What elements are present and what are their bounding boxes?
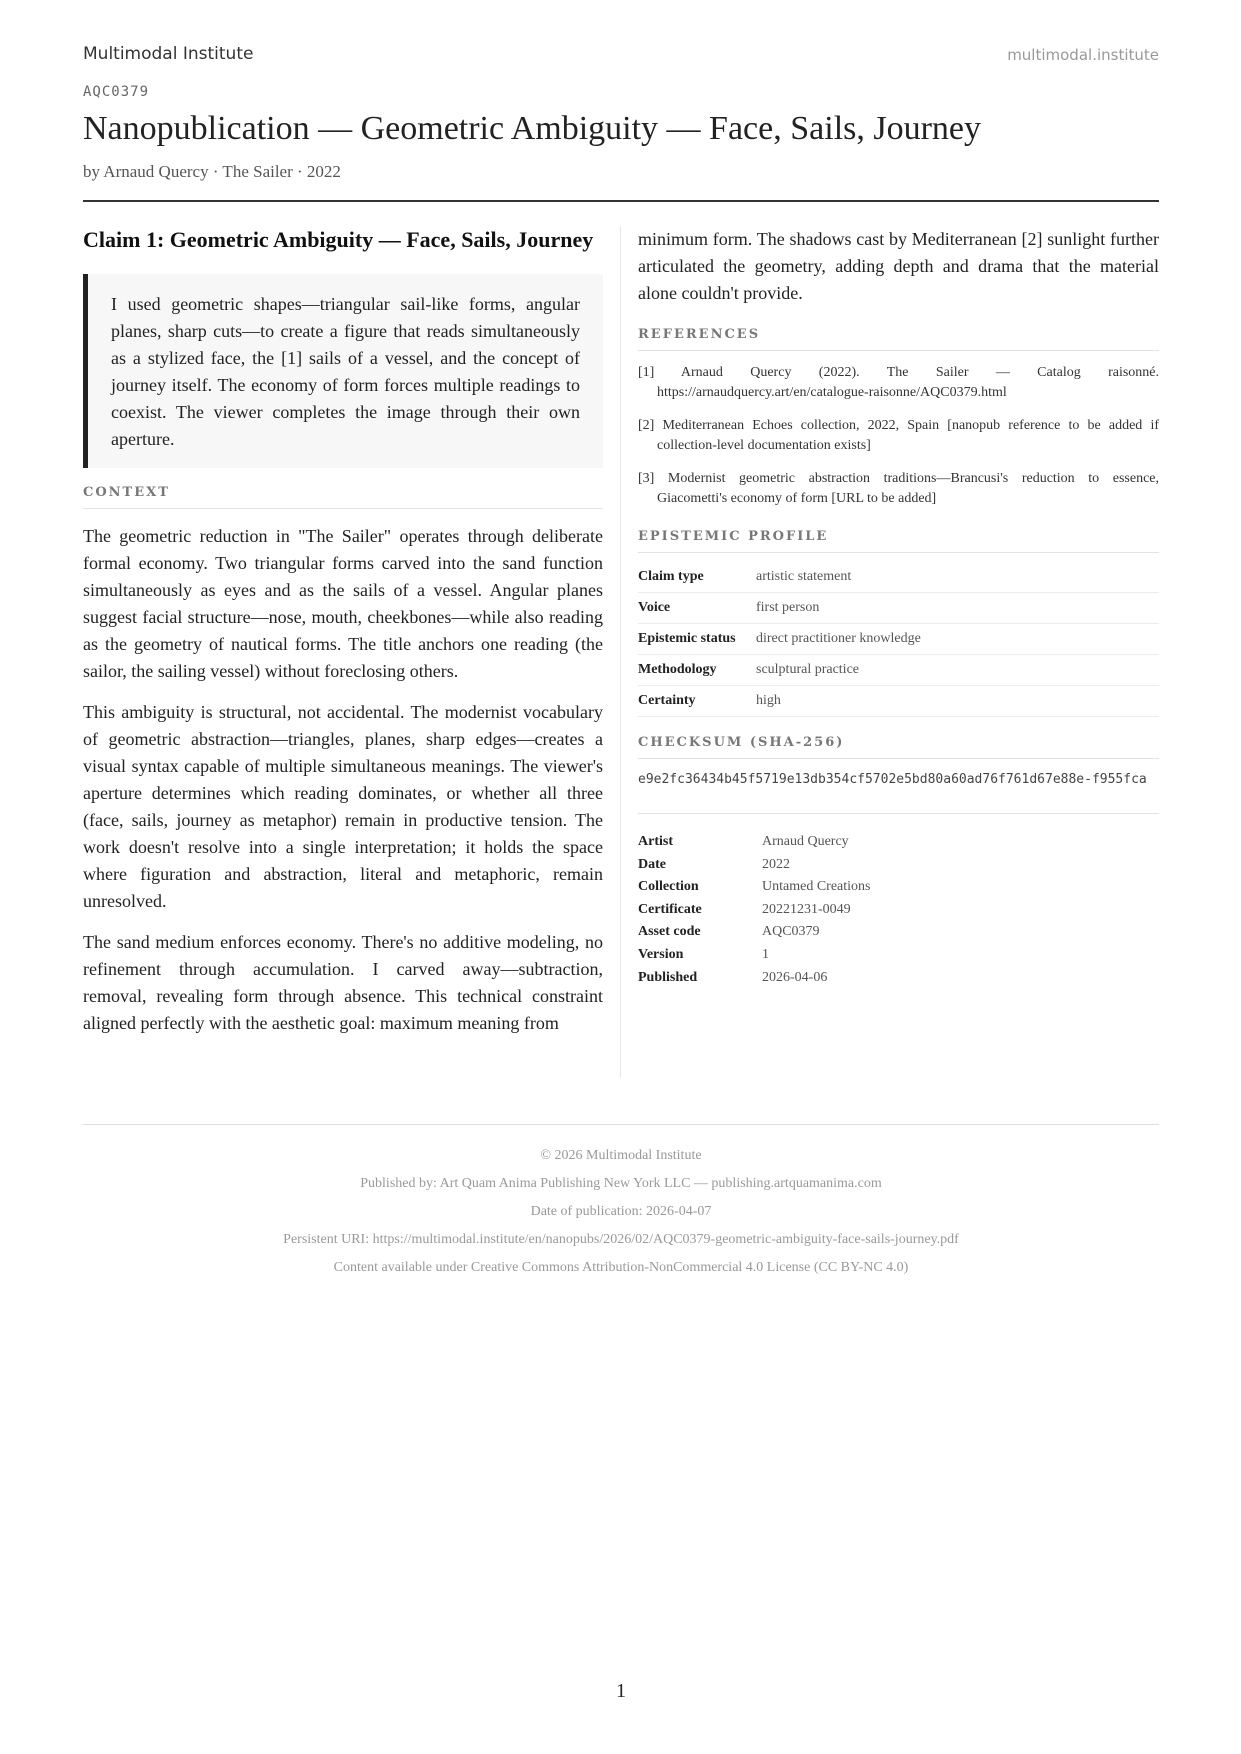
context-paragraph: The geometric reduction in "The Sailer" operates through deliberate formal economy. Two triangular forms carved into the sand function simultaneously as eyes and as the sails of a vessel. Angular planes suggest facial structure—nose, mouth, cheekbones—while also reading as the geometry of nautical forms. The title anchors one reading (the sailor, the sailing vessel) without foreclosing others. <box>83 526 603 681</box>
footer-license: Content available under Creative Commons Attribution-NonCommercial 4.0 License (CC BY-NC 4.0) <box>333 1260 909 1275</box>
table-row <box>638 593 1159 624</box>
reference-item: [3] Modernist geometric abstraction traditions—Brancusi's reduction to essence, Giacometti's economy of form [URL to be added] <box>638 471 1159 506</box>
row-value: direct practitioner knowledge <box>756 624 1159 655</box>
context-paragraph: This ambiguity is structural, not accidental. The modernist vocabulary of geometric abstraction—triangles, planes, sharp edges—creates a visual syntax capable of multiple simultaneous meanings. The viewer's aperture determines which reading dominates, or whether all three (face, sails, journey as metaphor) remain in productive tension. The work doesn't resolve into a single interpretation; it holds the space where figuration and abstraction, literal and metaphoric, remain unresolved. <box>83 702 603 911</box>
right-column <box>638 226 1159 989</box>
byline: by Arnaud Quercy · The Sailer · 2022 <box>83 162 341 181</box>
row-key: Date <box>638 856 666 872</box>
row-key: Methodology <box>638 655 756 686</box>
header-divider <box>83 200 1159 202</box>
page-footer <box>83 1142 1159 1282</box>
page-number: 1 <box>616 1680 626 1702</box>
row-value: sculptural practice <box>756 655 1159 686</box>
context-paragraph: The sand medium enforces economy. There's no additive modeling, no refinement through accumulation. I carved away—subtraction, removal, revealing form through absence. This technical constraint aligned perfectly with the aesthetic goal: maximum meaning from <box>83 932 603 1033</box>
row-key: Collection <box>638 879 699 895</box>
table-row <box>638 944 870 967</box>
row-key: Artist <box>638 834 673 849</box>
row-key: Asset code <box>638 924 701 940</box>
table-row <box>638 899 870 922</box>
metadata-table <box>638 831 870 989</box>
reference-item: [2] Mediterranean Echoes collection, 2022, Spain [nanopub reference to be added if collection-level documentation exists] <box>638 418 1159 453</box>
row-value: 2022 <box>762 856 790 872</box>
footer-persistent-uri: Persistent URI: https://multimodal.institute/en/nanopubs/2026/02/AQC0379-geometric-ambiguity-face-sails-journey.pdf <box>283 1232 959 1247</box>
row-value: 20221231-0049 <box>762 901 851 917</box>
row-key: Voice <box>638 593 756 624</box>
institute-site: multimodal.institute <box>1007 46 1159 64</box>
row-value: high <box>756 686 1159 717</box>
page-title: Nanopublication — Geometric Ambiguity — Face, Sails, Journey <box>83 110 982 147</box>
row-key: Certificate <box>638 901 702 917</box>
table-row <box>638 686 1159 717</box>
row-key: Version <box>638 946 684 962</box>
footer-publisher: Published by: Art Quam Anima Publishing New York LLC — publishing.artquamanima.com <box>360 1176 882 1191</box>
footer-publication-date: Date of publication: 2026-04-07 <box>530 1204 712 1219</box>
checksum-label: CHECKSUM (SHA-256) <box>638 735 1159 759</box>
row-value: artistic statement <box>756 562 1159 593</box>
row-value: Arnaud Quercy <box>762 834 849 849</box>
footer-copyright: © 2026 Multimodal Institute <box>540 1148 702 1163</box>
reference-item: [1] Arnaud Quercy (2022). The Sailer — Catalog raisonné. https://arnaudquercy.art/en/catalogue-raisonne/AQC0379.html <box>638 365 1159 400</box>
asset-code: AQC0379 <box>83 84 150 100</box>
reference-list <box>638 363 1159 509</box>
table-row <box>638 562 1159 593</box>
row-key: Published <box>638 969 698 985</box>
row-value: AQC0379 <box>762 924 820 940</box>
page-header <box>83 44 1159 68</box>
checksum-value: e9e2fc36434b45f5719e13db354cf5702e5bd80a60ad76f761d67e88e-f955fca <box>638 770 1159 814</box>
epistemic-profile-label: EPISTEMIC PROFILE <box>638 529 1159 553</box>
row-value: 2026-04-06 <box>762 969 828 985</box>
context-label: CONTEXT <box>83 485 603 509</box>
context-paragraph-continued: minimum form. The shadows cast by Mediterranean [2] sunlight further articulated the geometry, adding depth and drama that the material alone couldn't provide. <box>638 229 1159 303</box>
references-label: REFERENCES <box>638 327 1159 351</box>
row-value: first person <box>756 593 1159 624</box>
claim-title: Claim 1: Geometric Ambiguity — Face, Sails, Journey <box>83 227 594 252</box>
epistemic-profile-table <box>638 562 1159 717</box>
row-key: Claim type <box>638 562 756 593</box>
row-value: Untamed Creations <box>762 879 871 895</box>
table-row <box>638 854 870 877</box>
table-row <box>638 876 870 899</box>
row-key: Epistemic status <box>638 624 756 655</box>
table-row <box>638 624 1159 655</box>
table-row <box>638 967 870 990</box>
row-key: Certainty <box>638 686 756 717</box>
table-row <box>638 655 1159 686</box>
institute-name: Multimodal Institute <box>83 44 254 64</box>
row-value: 1 <box>762 946 769 962</box>
column-divider <box>620 226 621 1078</box>
claim-quote: I used geometric shapes—triangular sail-like forms, angular planes, sharp cuts—to create a figure that reads simultaneously as a stylized face, the [1] sails of a vessel, and the concept of journey itself. The economy of form forces multiple readings to coexist. The viewer completes the image through their own aperture. <box>83 274 603 468</box>
table-row <box>638 831 870 854</box>
footer-divider <box>83 1124 1159 1125</box>
left-column <box>83 226 603 1037</box>
table-row <box>638 921 870 944</box>
